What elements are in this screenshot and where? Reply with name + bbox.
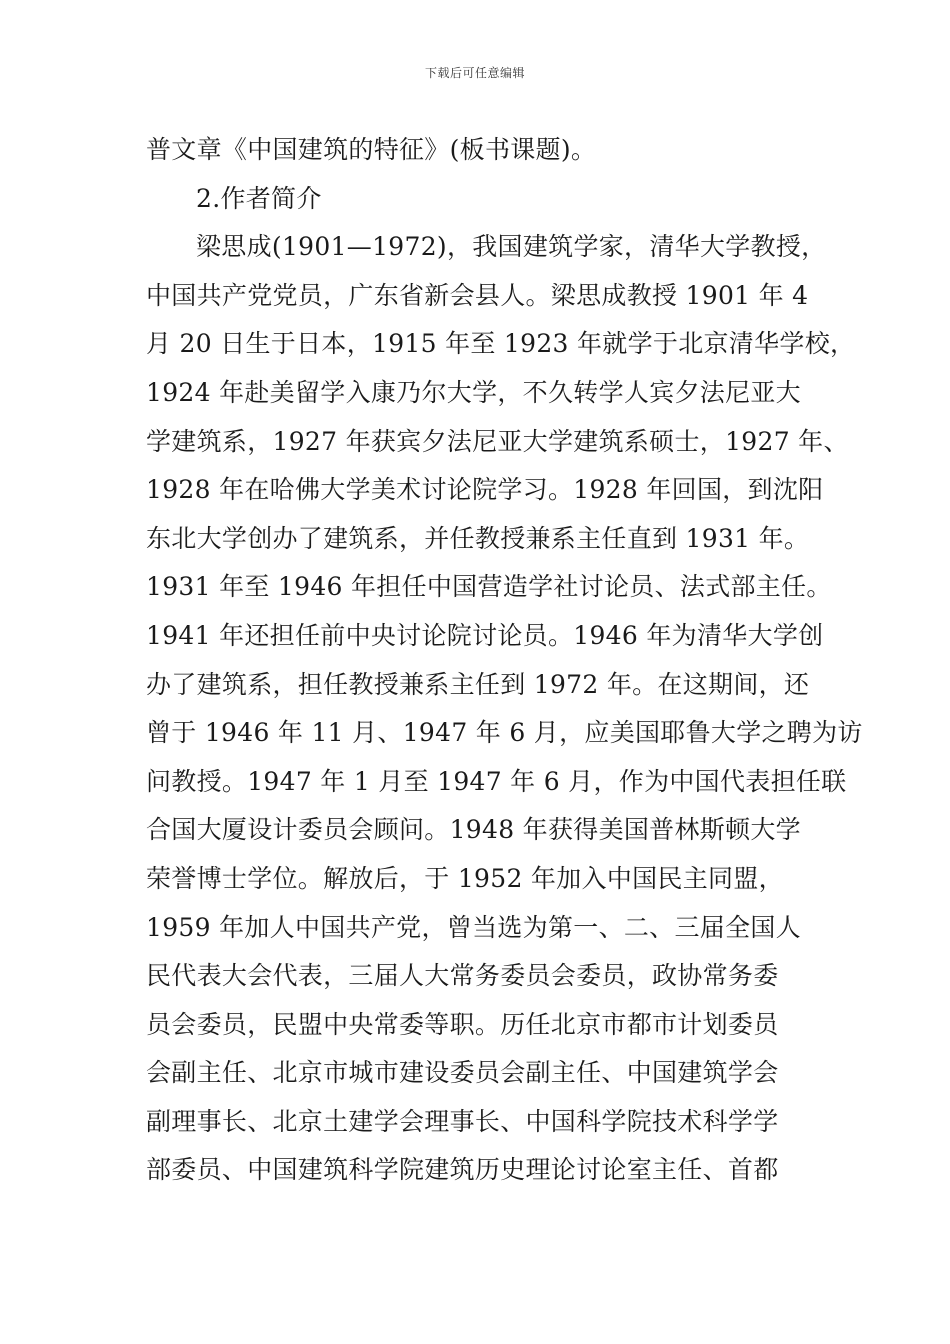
- text-line: 普文章《中国建筑的特征》(板书课题)。: [146, 135, 597, 164]
- text-line: 1931 年至 1946 年担任中国营造学社讨论员、法式部主任。: [146, 572, 832, 602]
- text-line: 办了建筑系，担任教授兼系主任到 1972 年。在这期间，还: [146, 669, 810, 699]
- text-line: 问教授。1947 年 1 月至 1947 年 6 月，作为中国代表担任联: [146, 766, 847, 796]
- text-line: 梁思成(1901—1972)，我国建筑学家，清华大学教授，: [196, 232, 827, 262]
- text-line: 副理事长、北京土建学会理事长、中国科学院技术科学学: [146, 1106, 779, 1136]
- text-line: 1959 年加人中国共产党，曾当选为第一、二、三届全国人: [146, 912, 801, 942]
- header-note: 下载后可任意编辑: [424, 66, 525, 80]
- text-line: 荣誉博士学位。解放后，于 1952 年加入中国民主同盟，: [146, 863, 784, 893]
- text-line: 1941 年还担任前中央讨论院讨论员。1946 年为清华大学创: [146, 620, 824, 650]
- document-body: [146, 126, 863, 1195]
- section-heading: 2.作者简介: [196, 183, 322, 213]
- text-line: 1924 年赴美留学入康乃尔大学，不久转学人宾夕法尼亚大: [146, 377, 801, 407]
- text-line: 东北大学创办了建筑系，并任教授兼系主任直到 1931 年。: [146, 523, 810, 553]
- text-line: 部委员、中国建筑科学院建筑历史理论讨论室主任、首都: [146, 1155, 779, 1185]
- text-line: 会副主任、北京市城市建设委员会副主任、中国建筑学会: [146, 1058, 779, 1088]
- text-line: 曾于 1946 年 11 月、1947 年 6 月，应美国耶鲁大学之聘为访: [146, 718, 863, 748]
- text-line: 月 20 日生于日本，1915 年至 1923 年就学于北京清华学校，: [146, 329, 856, 359]
- text-line: 合国大厦设计委员会顾问。1948 年获得美国普林斯顿大学: [146, 815, 801, 845]
- text-line: 民代表大会代表，三届人大常务委员会委员，政协常务委: [146, 961, 779, 991]
- text-line: 中国共产党党员，广东省新会县人。梁思成教授 1901 年 4: [146, 280, 809, 310]
- text-line: 员会委员，民盟中央常委等职。历任北京市都市计划委员: [146, 1009, 779, 1039]
- text-line: 1928 年在哈佛大学美术讨论院学习。1928 年回国，到沈阳: [146, 475, 824, 505]
- text-line: 学建筑系，1927 年获宾夕法尼亚大学建筑系硕士，1927 年、: [146, 426, 849, 456]
